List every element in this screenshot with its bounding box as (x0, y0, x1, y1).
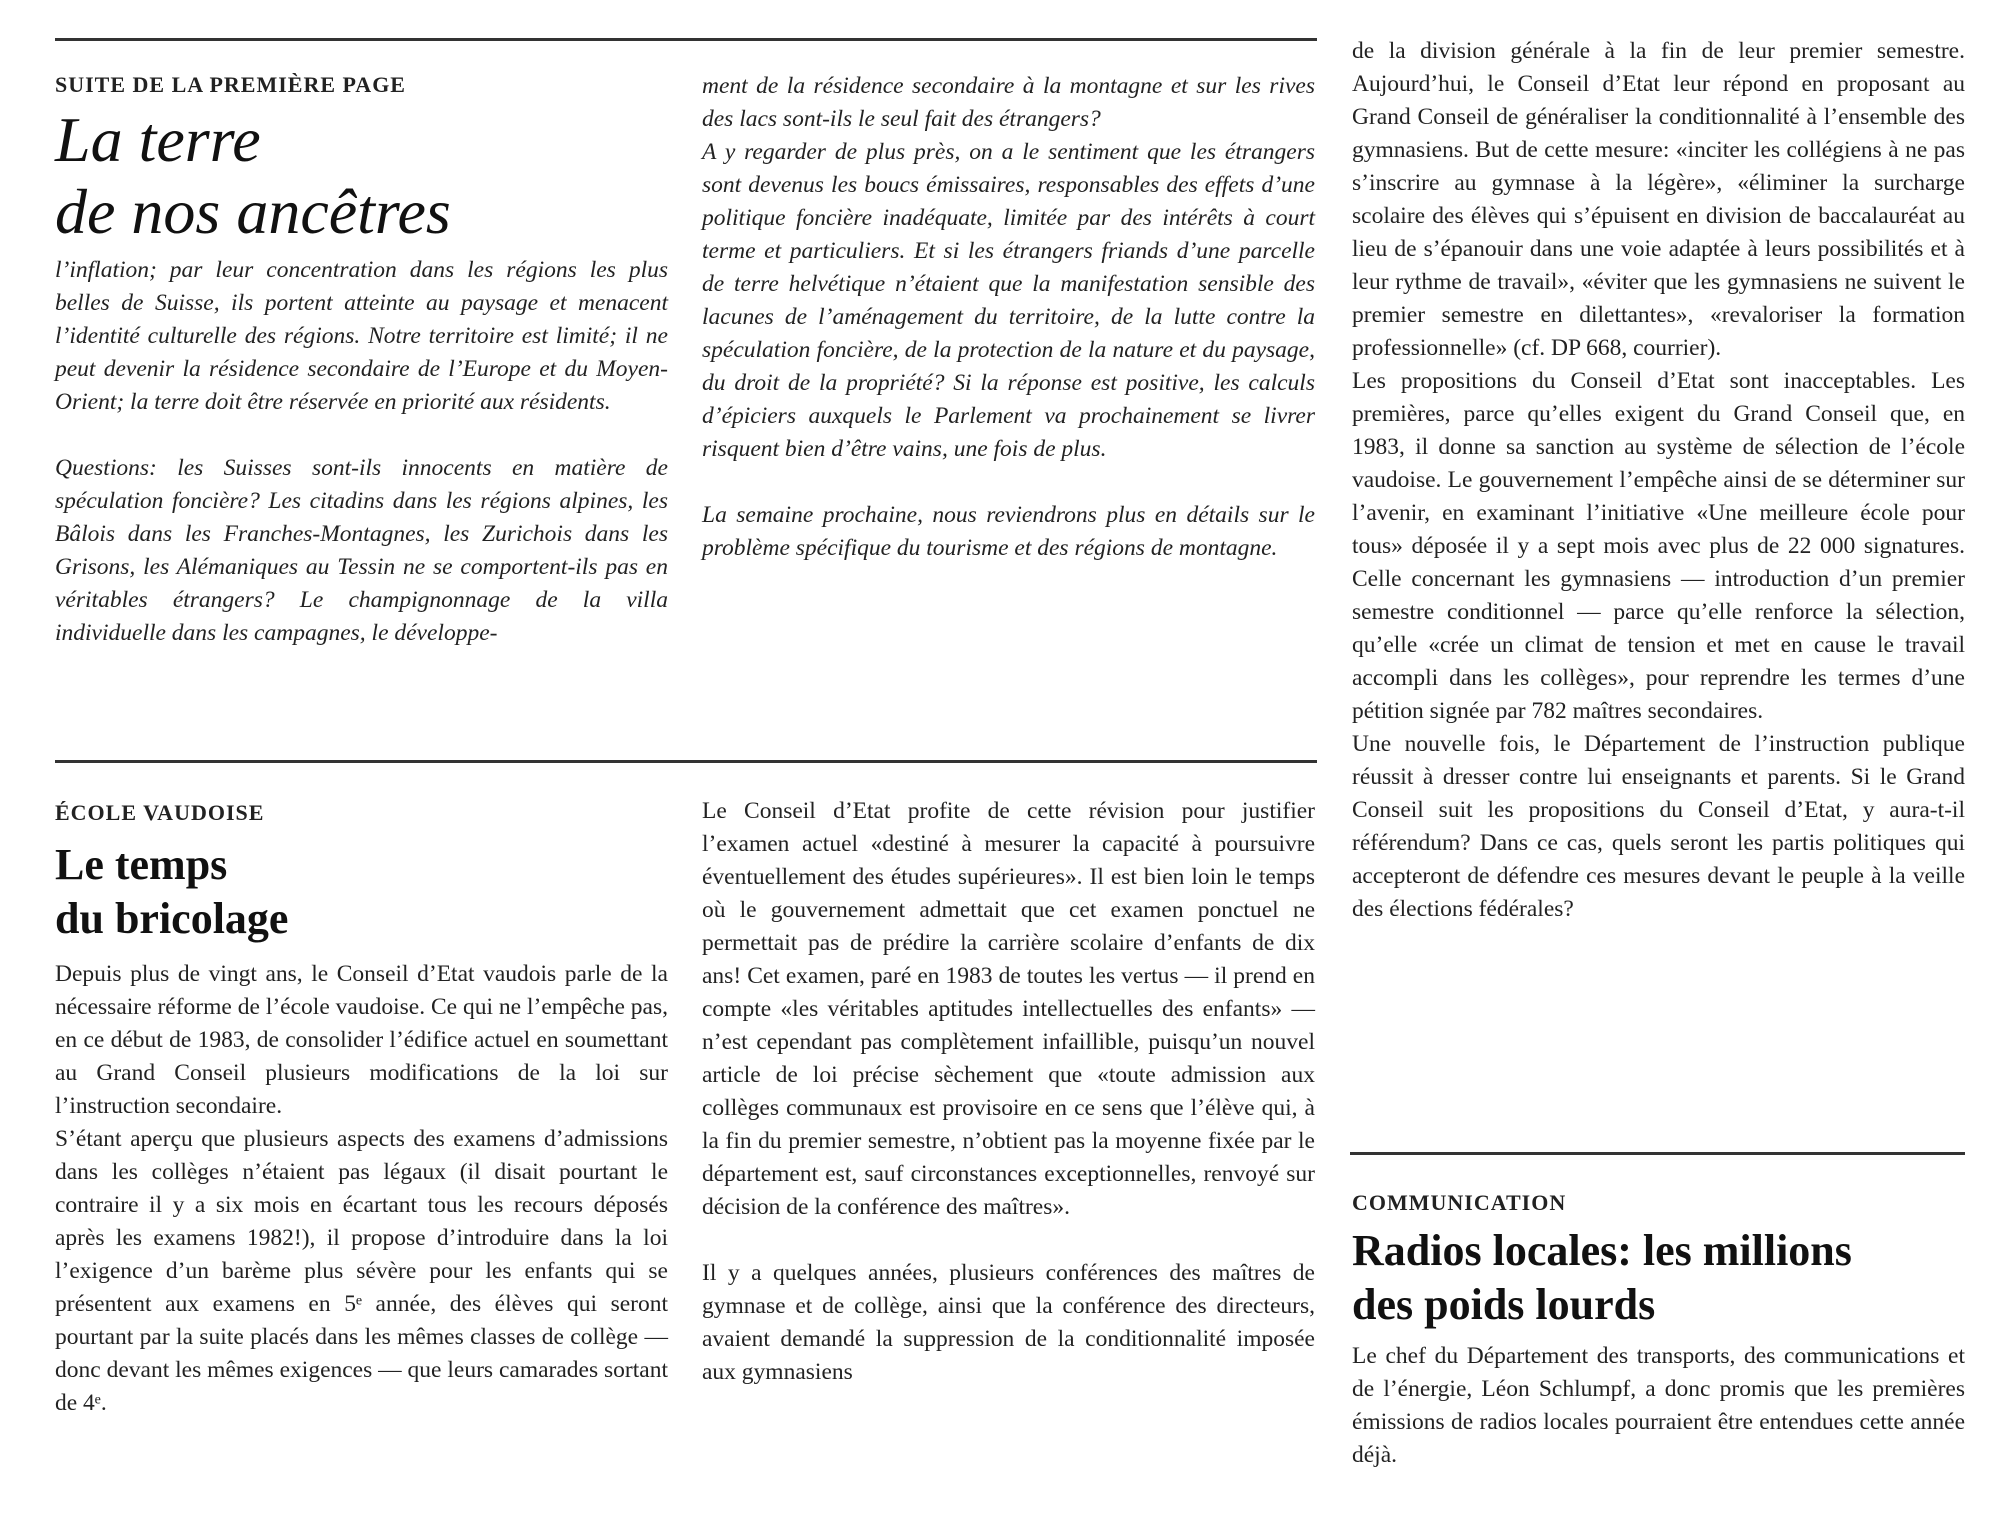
article2-col3-paragraph1: de la division générale à la fin de leur premier semestre. Aujourd’hui, le Conseil d’Etat leur répond en proposant au Grand Conseil de généraliser la conditionnalité à l’ensemble des gymnasiens. But de cette mesure: «inciter les collégiens à ne pas s’inscrire au gymnase à la légère», «éliminer la surcharge scolaire des élèves qui s’épuisent en division de baccalauréat au lieu de s’épanouir dans une voie adaptée à leurs possibilités et à leur rythme de travail», «éviter que les gymnasiens ne suivent le premier semestre en dilettantes», «revaloriser la formation professionnelle» (cf. DP 668, courrier). (1352, 38, 1965, 361)
article1-col2-paragraph3: La semaine prochaine, nous reviendrons plus en détails sur le problème spécifique du tourisme et des régions de montagne. (702, 502, 1315, 561)
article1-col2-paragraph2: A y regarder de plus près, on a le sentiment que les étrangers sont devenus les boucs émissaires, responsables des effets d’une politique foncière inadéquate, limitée par des intérêts à court terme et particuliers. Et si les étrangers friands d’une parcelle de terre helvétique n’étaient que la manifestation sensible des lacunes de l’aménagement du territoire, de la lutte contre la spéculation foncière, de la protection de la nature et du paysage, du droit de la propriété? Si la réponse est positive, les calculs d’épiciers auxquels le Parlement va prochainement se livrer risquent bien d’être vains, une fois de plus. (702, 139, 1315, 462)
article2-kicker: ÉCOLE VAUDOISE (55, 800, 265, 825)
article1-headline-line1: La terre (55, 104, 261, 175)
article1-col1-paragraph2: Questions: les Suisses sont-ils innocents en matière de spéculation foncière? Les citadins dans les régions alpines, les Bâlois dans les Franches-Montagnes, les Zurichois dans les Grisons, les Alémaniques au Tessin ne se comportent-ils pas en véritables étrangers? Le champignonnage de la villa individuelle dans les campagnes, le développe- (55, 455, 668, 646)
article2-col3-paragraph2: Les propositions du Conseil d’Etat sont inacceptables. Les premières, parce qu’elles exigent du Grand Conseil que, en 1983, il donne sa sanction au système de sélection de l’école vaudoise. Le gouvernement l’empêche ainsi de se déterminer sur l’avenir, en examinant l’initiative «Une meilleure école pour tous» déposée il y a sept mois avec plus de 22 000 signatures. Celle concernant les gymnasiens — introduction d’un premier semestre conditionnel — parce qu’elle renforce la sélection, qu’elle «crée un climat de tension et met en cause le travail accompli dans les collèges», pour reprendre les termes d’une pétition signée par 782 maîtres secondaires. (1352, 368, 1965, 724)
article1-col2 (702, 70, 1315, 565)
article1-headline (55, 104, 668, 248)
article2-col3-paragraph3: Une nouvelle fois, le Département de l’instruction publique réussit à dresser contre lui enseignants et parents. Si le Grand Conseil suit les propositions du Conseil d’Etat, y aura-t-il référendum? Dans ce cas, quels seront les partis politiques qui accepteront de défendre ces mesures devant le peuple à la veille des élections fédérales? (1352, 731, 1965, 922)
article3-headline (1352, 1224, 1965, 1332)
article3-headline-line2: des poids lourds (1352, 1280, 1656, 1329)
article2-col2 (702, 795, 1315, 1389)
article2-col2-paragraph2: Il y a quelques années, plusieurs conférences des maîtres de gymnase et de collège, ainsi que la conférence des directeurs, avaient demandé la suppression de la conditionnalité imposée aux gymnasiens (702, 1260, 1315, 1385)
article1-col1-paragraph1: l’inflation; par leur concentration dans les régions les plus belles de Suisse, ils portent atteinte au paysage et menacent l’identité culturelle des régions. Notre territoire est limité; il ne peut devenir la résidence secondaire de l’Europe et du Moyen-Orient; la terre doit être réservée en priorité aux résidents. (55, 257, 668, 415)
top-rule (55, 38, 1317, 41)
article1-col2-paragraph1: ment de la résidence secondaire à la montagne et sur les rives des lacs sont-ils le seul fait des étrangers? (702, 73, 1315, 132)
article2-col1 (55, 800, 668, 1420)
article1-headline-line2: de nos ancêtres (55, 176, 451, 247)
article2-col1-paragraph1: Depuis plus de vingt ans, le Conseil d’Etat vaudois parle de la nécessaire réforme de l’école vaudoise. Ce qui ne l’empêche pas, en ce début de 1983, de consolider l’édifice actuel en soumettant au Grand Conseil plusieurs modifications de la loi sur l’instruction secondaire. (55, 961, 668, 1119)
article3-col (1352, 1190, 1965, 1472)
communication-divider-rule (1350, 1152, 1965, 1155)
article2-headline-line2: du bricolage (55, 894, 289, 943)
section-divider-rule (55, 760, 1317, 763)
article3-headline-line1: Radios locales: les millions (1352, 1226, 1852, 1275)
article3-kicker: COMMUNICATION (1352, 1190, 1567, 1215)
article1-col1 (55, 72, 668, 650)
article2-col3 (1352, 35, 1965, 926)
article2-col1-paragraph2: S’étant aperçu que plusieurs aspects des examens d’admissions dans les collèges n’étaient pas légaux (il disait pourtant le contraire il y a six mois en écartant tous les recours déposés après les examens 1982!), il propose d’introduire dans la loi l’exigence d’un barème plus sévère pour les enfants qui se présentent aux examens en 5ᵉ année, des élèves qui seront pourtant par la suite placés dans les mêmes classes de collège — donc devant les mêmes exigences — que leurs camarades sortant de 4ᵉ. (55, 1126, 668, 1416)
article2-headline-line1: Le temps (55, 840, 228, 889)
article2-headline (55, 838, 668, 946)
article3-paragraph1: Le chef du Département des transports, des communications et de l’énergie, Léon Schlumpf, a donc promis que les premières émissions de radios locales pourraient être entendues cette année déjà. (1352, 1343, 1965, 1468)
article2-col2-paragraph1: Le Conseil d’Etat profite de cette révision pour justifier l’examen actuel «destiné à mesurer la capacité à poursuivre éventuellement des études supérieures». Il est bien loin le temps où le gouvernement admettait que cet examen ponctuel ne permettait pas de prédire la carrière scolaire d’enfants de dix ans! Cet examen, paré en 1983 de toutes les vertus — il prend en compte «les véritables aptitudes intellectuelles des enfants» — n’est cependant pas complètement infaillible, puisqu’un nouvel article de loi précise sèchement que «toute admission aux collèges communaux est provisoire en ce sens que l’élève qui, à la fin du premier semestre, n’obtient pas la moyenne fixée par le département est, sauf circonstances exceptionnelles, renvoyé sur décision de la conférence des maîtres». (702, 798, 1315, 1220)
article1-kicker: SUITE DE LA PREMIÈRE PAGE (55, 72, 406, 97)
